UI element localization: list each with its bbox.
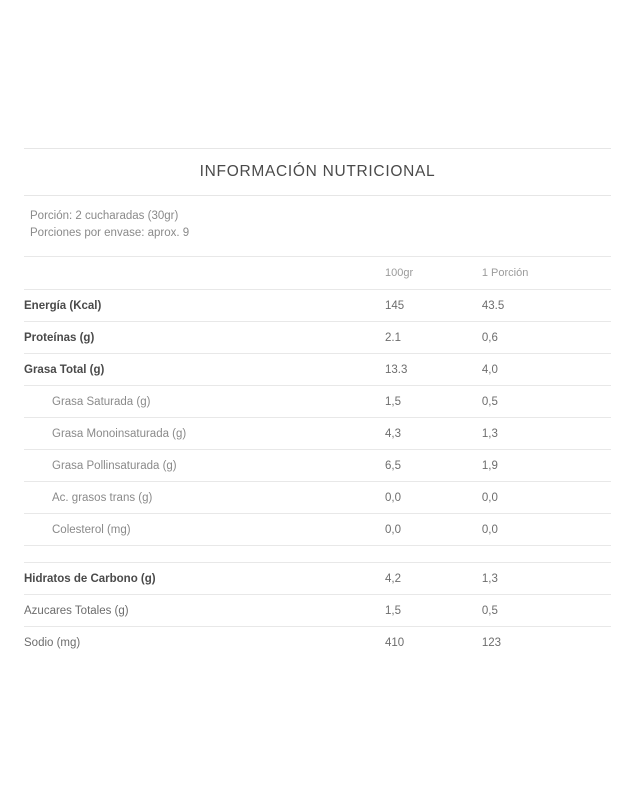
row-label: Proteínas (g) xyxy=(24,322,385,354)
row-value-per-portion: 123 xyxy=(482,627,611,659)
row-value-per-portion: 0,5 xyxy=(482,595,611,627)
row-value-per-100g xyxy=(385,546,482,563)
serving-size-text: Porción: 2 cucharadas (30gr) xyxy=(30,210,179,222)
row-value-per-portion: 1,3 xyxy=(482,418,611,450)
row-value-per-portion: 0,0 xyxy=(482,482,611,514)
table-header-row xyxy=(24,257,611,290)
column-header-per-100g: 100gr xyxy=(385,257,482,290)
column-header-per-portion: 1 Porción xyxy=(482,257,611,290)
page-title: INFORMACIÓN NUTRICIONAL xyxy=(24,149,611,196)
nutrition-table xyxy=(24,256,611,658)
table-row xyxy=(24,482,611,514)
row-value-per-portion: 0,6 xyxy=(482,322,611,354)
row-label: Ac. grasos trans (g) xyxy=(24,482,385,514)
table-row xyxy=(24,386,611,418)
row-value-per-portion: 0,0 xyxy=(482,514,611,546)
row-value-per-100g: 13.3 xyxy=(385,354,482,386)
table-spacer-row xyxy=(24,546,611,563)
serving-info xyxy=(24,196,611,256)
row-label: Grasa Pollinsaturada (g) xyxy=(24,450,385,482)
row-value-per-100g: 4,3 xyxy=(385,418,482,450)
row-value-per-portion: 0,5 xyxy=(482,386,611,418)
row-value-per-portion: 43.5 xyxy=(482,290,611,322)
servings-per-container-text: Porciones por envase: aprox. 9 xyxy=(30,227,190,239)
table-row xyxy=(24,450,611,482)
row-value-per-100g: 0,0 xyxy=(385,482,482,514)
row-label: Hidratos de Carbono (g) xyxy=(24,563,385,595)
table-row xyxy=(24,514,611,546)
row-label: Grasa Saturada (g) xyxy=(24,386,385,418)
row-value-per-100g: 2.1 xyxy=(385,322,482,354)
row-value-per-100g: 6,5 xyxy=(385,450,482,482)
row-label: Sodio (mg) xyxy=(24,627,385,659)
table-body xyxy=(24,290,611,659)
row-label: Grasa Monoinsaturada (g) xyxy=(24,418,385,450)
table-row xyxy=(24,595,611,627)
row-value-per-portion xyxy=(482,546,611,563)
nutrition-panel xyxy=(24,148,611,658)
row-value-per-100g: 410 xyxy=(385,627,482,659)
row-value-per-portion: 4,0 xyxy=(482,354,611,386)
table-row xyxy=(24,290,611,322)
table-row xyxy=(24,418,611,450)
row-value-per-100g: 1,5 xyxy=(385,595,482,627)
row-label: Grasa Total (g) xyxy=(24,354,385,386)
row-value-per-100g: 0,0 xyxy=(385,514,482,546)
column-header-label xyxy=(24,257,385,290)
row-label xyxy=(24,546,385,563)
row-value-per-portion: 1,3 xyxy=(482,563,611,595)
row-value-per-100g: 145 xyxy=(385,290,482,322)
table-row xyxy=(24,563,611,595)
row-label: Azucares Totales (g) xyxy=(24,595,385,627)
row-label: Energía (Kcal) xyxy=(24,290,385,322)
table-row xyxy=(24,354,611,386)
row-value-per-100g: 4,2 xyxy=(385,563,482,595)
row-value-per-portion: 1,9 xyxy=(482,450,611,482)
table-row xyxy=(24,627,611,659)
table-row xyxy=(24,322,611,354)
table-header xyxy=(24,257,611,290)
row-label: Colesterol (mg) xyxy=(24,514,385,546)
row-value-per-100g: 1,5 xyxy=(385,386,482,418)
